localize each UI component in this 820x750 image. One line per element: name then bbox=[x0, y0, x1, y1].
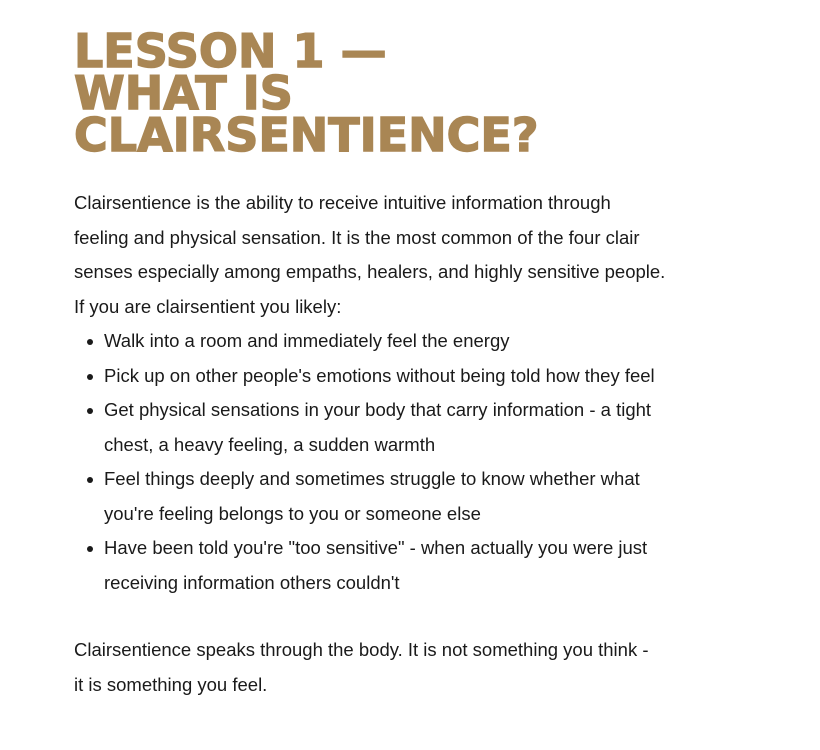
list-item bbox=[104, 462, 754, 531]
list-item bbox=[104, 359, 754, 394]
intro-paragraph bbox=[74, 186, 754, 324]
lesson-title-line-3: CLAIRSENTIENCE? bbox=[74, 108, 539, 162]
lesson-title-line-1: LESSON 1 — bbox=[74, 24, 387, 78]
intro-line-1: Clairsentience is the ability to receive intuitive information through bbox=[74, 192, 611, 213]
lesson-page bbox=[74, 24, 754, 702]
list-item bbox=[104, 531, 754, 600]
list-item-text: Pick up on other people's emotions without being told how they feel bbox=[104, 364, 655, 386]
bullet-dot-icon bbox=[87, 339, 93, 345]
closing-line-1: Clairsentience speaks through the body. It is not something you think - bbox=[74, 639, 649, 660]
list-item-text: you're feeling belongs to you or someone else bbox=[104, 502, 481, 524]
intro-line-3: senses especially among empaths, healers, and highly sensitive people. bbox=[74, 261, 666, 282]
list-item-text: Get physical sensations in your body that carry information - a tight bbox=[104, 399, 652, 420]
list-item-text: Feel things deeply and sometimes struggle to know whether what bbox=[104, 468, 640, 489]
list-item-text: Have been told you're "too sensitive" - when actually you were just bbox=[104, 537, 648, 558]
intro-line-2: feeling and physical sensation. It is the most common of the four clair bbox=[74, 226, 640, 248]
signs-list bbox=[74, 324, 754, 600]
list-item-text: receiving information others couldn't bbox=[104, 571, 400, 593]
bullet-dot-icon bbox=[87, 374, 93, 380]
lesson-title-line-2: WHAT IS bbox=[74, 66, 293, 120]
lesson-title bbox=[74, 24, 754, 162]
list-item bbox=[104, 324, 754, 359]
intro-line-4: If you are clairsentient you likely: bbox=[74, 295, 342, 317]
bullet-dot-icon bbox=[87, 477, 93, 483]
closing-paragraph bbox=[74, 633, 754, 702]
bullet-dot-icon bbox=[87, 546, 93, 552]
list-item-text: Walk into a room and immediately feel the energy bbox=[104, 330, 510, 351]
list-item-text: chest, a heavy feeling, a sudden warmth bbox=[104, 433, 436, 455]
bullet-dot-icon bbox=[87, 408, 93, 414]
list-item bbox=[104, 393, 754, 462]
closing-line-2: it is something you feel. bbox=[74, 673, 268, 695]
